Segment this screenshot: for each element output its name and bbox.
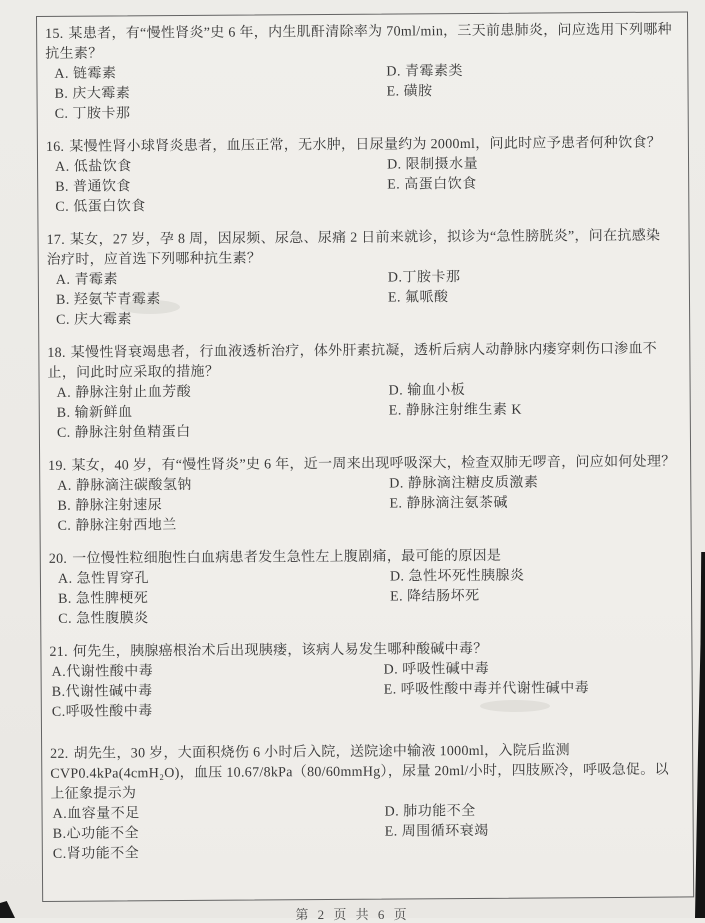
options bbox=[51, 801, 679, 865]
option-d: D. 肺功能不全 bbox=[384, 803, 476, 820]
options bbox=[50, 659, 678, 723]
option-b: B. 输新鲜血 bbox=[56, 405, 133, 421]
options bbox=[47, 267, 675, 331]
question-number: 22. bbox=[50, 746, 69, 762]
question-frame bbox=[36, 11, 694, 902]
question-number: 21. bbox=[49, 644, 68, 660]
option-b: B. 庆大霉素 bbox=[54, 86, 131, 102]
option-c: C. 低蛋白饮食 bbox=[55, 199, 146, 215]
question-18 bbox=[47, 340, 676, 444]
question-stem bbox=[47, 340, 675, 384]
option-d: D. 静脉滴注糖皮质激素 bbox=[389, 475, 539, 492]
question-21 bbox=[49, 639, 678, 723]
option-d: D.丁胺卡那 bbox=[387, 270, 461, 286]
options bbox=[48, 473, 676, 537]
question-number: 19. bbox=[48, 458, 67, 474]
option-a: A. 静脉滴注碳酸氢钠 bbox=[57, 477, 192, 494]
question-number: 17. bbox=[46, 232, 66, 248]
question-stem-text: 何先生，胰腺癌根治术后出现胰瘘，该病人易发生哪种酸碱中毒？ bbox=[72, 641, 488, 660]
question-stem-text: 某慢性肾小球肾炎患者，血压正常，无水肿，日尿量约为 2000ml，问此时应予患者何种饮食？ bbox=[69, 135, 662, 155]
question-16 bbox=[46, 134, 675, 218]
option-e: E. 静脉滴注氨茶碱 bbox=[389, 495, 509, 512]
option-d: D. 青霉素类 bbox=[386, 64, 464, 80]
option-d: D. 急性坏死性胰腺炎 bbox=[389, 568, 525, 585]
scan-edge-shadow-right bbox=[695, 552, 705, 918]
option-b: B. 羟氨苄青霉素 bbox=[55, 292, 161, 308]
question-number: 16. bbox=[45, 139, 65, 155]
option-c: C. 静脉注射鱼精蛋白 bbox=[56, 424, 191, 441]
question-stem bbox=[47, 227, 675, 271]
question-stem-text: 胡先生，30 岁，大面积烧伤 6 小时后入院，送院途中输液 1000ml，入院后监测 CVP0.4kPa(4cmH₂O)，血压 10.67/8kPa（80/60mmHg），尿量 20ml/小时，四肢厥冷，呼吸急促。以上征象提示为 bbox=[50, 743, 669, 802]
option-c: C. 急性腹膜炎 bbox=[58, 611, 149, 627]
option-b: B.代谢性碱中毒 bbox=[51, 684, 153, 700]
option-c: C.呼吸性酸中毒 bbox=[51, 704, 153, 720]
option-b: B. 静脉注射速尿 bbox=[57, 498, 163, 514]
option-c: C. 庆大霉素 bbox=[56, 312, 133, 328]
question-stem-text: 某女，27 岁，孕 8 周，因尿频、尿急、尿痛 2 日前来就诊，拟诊为“急性膀胱炎”，问在抗感染治疗时，应首选下列哪种抗生素？ bbox=[46, 228, 661, 268]
question-17 bbox=[47, 227, 676, 331]
scan-smudge bbox=[480, 700, 550, 712]
question-19 bbox=[48, 453, 677, 537]
option-d: D. 输血小板 bbox=[388, 383, 466, 399]
question-22 bbox=[50, 741, 679, 865]
option-c: C. 丁胺卡那 bbox=[54, 106, 131, 122]
question-stem bbox=[50, 741, 678, 805]
options bbox=[46, 154, 674, 218]
question-number: 20. bbox=[48, 551, 68, 567]
scan-smudge bbox=[120, 300, 180, 314]
page-footer: 第 2 页 共 6 页 bbox=[295, 907, 410, 922]
option-a: A.代谢性酸中毒 bbox=[51, 664, 154, 680]
option-a: A. 低盐饮食 bbox=[55, 159, 132, 175]
question-stem bbox=[45, 21, 673, 65]
question-stem-text: 一位慢性粒细胞性白血病患者发生急性左上腹剧痛，最可能的原因是 bbox=[72, 548, 502, 567]
option-d: D. 限制摄水量 bbox=[386, 156, 479, 173]
question-stem-text: 某慢性肾衰竭患者，行血液透析治疗，体外肝素抗凝，透析后病人动静脉内瘘穿刺伤口渗血不止，问此时应采取的措施？ bbox=[47, 341, 658, 381]
question-20 bbox=[49, 546, 678, 630]
option-a: A.血容量不足 bbox=[52, 806, 140, 822]
option-e: E. 磺胺 bbox=[386, 84, 433, 100]
options bbox=[49, 566, 677, 630]
option-e: E. 氟哌酸 bbox=[387, 290, 449, 306]
option-a: A. 急性胃穿孔 bbox=[57, 571, 150, 587]
option-b: B. 普通饮食 bbox=[55, 179, 132, 195]
option-a: A. 青霉素 bbox=[55, 272, 119, 288]
option-e: E. 周围循环衰竭 bbox=[384, 823, 489, 840]
question-stem-text: 某女，40 岁，有“慢性肾炎”史 6 年，近一周来出现呼吸深大，检查双肺无啰音，问应如何处理？ bbox=[71, 454, 676, 474]
option-a: A. 静脉注射止血芳酸 bbox=[56, 384, 192, 401]
option-a: A. 链霉素 bbox=[54, 66, 117, 82]
option-c: C.肾功能不全 bbox=[52, 846, 140, 862]
option-d: D. 呼吸性碱中毒 bbox=[383, 661, 490, 678]
question-stem-text: 某患者，有“慢性肾炎”史 6 年，内生肌酐清除率为 70ml/min，三天前患肺炎，问应选用下列哪种抗生素？ bbox=[45, 22, 672, 62]
option-c: C. 静脉注射西地兰 bbox=[57, 518, 177, 534]
question-number: 18. bbox=[47, 345, 66, 361]
question-15 bbox=[45, 21, 674, 125]
question-number: 15. bbox=[45, 26, 64, 42]
options bbox=[48, 380, 676, 444]
options bbox=[45, 61, 673, 125]
option-e: E. 高蛋白饮食 bbox=[387, 176, 477, 193]
option-e: E. 降结肠坏死 bbox=[390, 588, 480, 605]
option-b: B. 急性脾梗死 bbox=[58, 591, 149, 607]
option-e: E. 静脉注射维生素 K bbox=[388, 402, 522, 419]
option-e: E. 呼吸性酸中毒并代谢性碱中毒 bbox=[383, 681, 590, 698]
option-b: B.心功能不全 bbox=[52, 826, 140, 842]
